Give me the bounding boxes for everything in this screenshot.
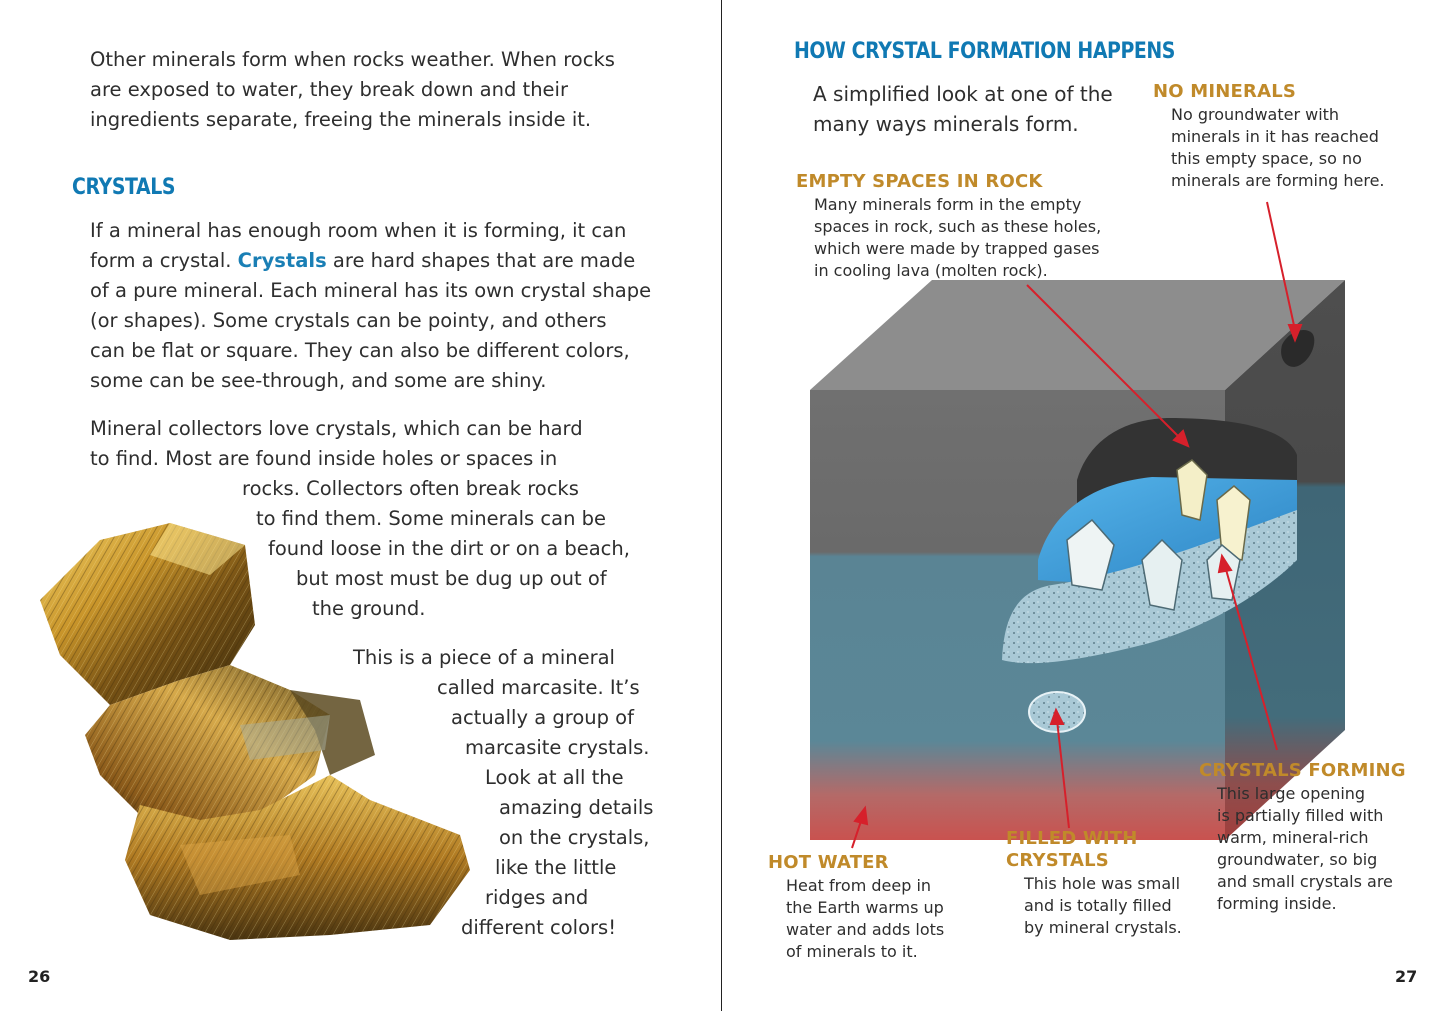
photo-caption-line-6: amazing details bbox=[499, 796, 654, 819]
callout-line: in cooling lava (molten rock). bbox=[814, 261, 1048, 280]
callout-line: This hole was small bbox=[1024, 874, 1181, 893]
callout-title-no-minerals: NO MINERALS bbox=[1153, 81, 1297, 102]
callout-title-filled-with-crystals bbox=[1006, 828, 1138, 872]
marcasite-photo bbox=[30, 515, 470, 955]
callout-line: Heat from deep in bbox=[786, 876, 932, 895]
callout-body-crystals-forming bbox=[1217, 783, 1393, 915]
paragraph-weathering-line-1: Other minerals form when rocks weather. When rocks bbox=[90, 48, 615, 71]
paragraph-collectors-line-3: rocks. Collectors often break rocks bbox=[242, 477, 579, 500]
callout-body-no-minerals bbox=[1171, 104, 1385, 192]
callout-title-empty-spaces: EMPTY SPACES IN ROCK bbox=[796, 171, 1043, 192]
callout-line: and is totally filled bbox=[1024, 896, 1172, 915]
section-heading-crystals: CRYSTALS bbox=[72, 175, 176, 200]
glossary-term-crystals: Crystals bbox=[237, 249, 327, 272]
photo-caption-line-3: actually a group of bbox=[451, 706, 634, 729]
photo-caption-line-7: on the crystals, bbox=[499, 826, 650, 849]
callout-line: groundwater, so big bbox=[1217, 850, 1378, 869]
paragraph-collectors-line-5: found loose in the dirt or on a beach, bbox=[268, 537, 630, 560]
text-segment: are hard shapes that are made bbox=[326, 249, 636, 272]
callout-line: and small crystals are bbox=[1217, 872, 1393, 891]
paragraph-weathering-line-3: ingredients separate, freeing the minerals inside it. bbox=[90, 108, 592, 131]
photo-caption-line-10: different colors! bbox=[461, 916, 617, 939]
callout-body-filled-with-crystals bbox=[1024, 873, 1182, 939]
callout-line: spaces in rock, such as these holes, bbox=[814, 217, 1102, 236]
callout-line: by mineral crystals. bbox=[1024, 918, 1182, 937]
page-number-left: 26 bbox=[28, 967, 51, 986]
callout-line: This large opening bbox=[1217, 784, 1366, 803]
photo-caption-line-9: ridges and bbox=[485, 886, 589, 909]
left-page bbox=[0, 0, 721, 1011]
callout-line: minerals are forming here. bbox=[1171, 171, 1385, 190]
text-segment: form a crystal. bbox=[90, 249, 238, 272]
paragraph-collectors-line-4: to find them. Some minerals can be bbox=[256, 507, 607, 530]
callout-line: this empty space, so no bbox=[1171, 149, 1362, 168]
callout-line: warm, mineral-rich bbox=[1217, 828, 1369, 847]
callout-line: forming inside. bbox=[1217, 894, 1337, 913]
callout-line: which were made by trapped gases bbox=[814, 239, 1100, 258]
paragraph-collectors-line-7: the ground. bbox=[312, 597, 426, 620]
photo-caption-line-4: marcasite crystals. bbox=[465, 736, 650, 759]
paragraph-collectors-line-2: to find. Most are found inside holes or spaces in bbox=[90, 447, 558, 470]
diagram-intro-line-1: A simplified look at one of the bbox=[813, 82, 1113, 106]
section-heading-crystal-formation: HOW CRYSTAL FORMATION HAPPENS bbox=[794, 39, 1176, 64]
callout-line: is partially filled with bbox=[1217, 806, 1384, 825]
page-number-right: 27 bbox=[1395, 967, 1418, 986]
photo-caption-line-1: This is a piece of a mineral bbox=[353, 646, 615, 669]
paragraph-crystals-line-1: If a mineral has enough room when it is forming, it can bbox=[90, 219, 627, 242]
right-page bbox=[722, 0, 1445, 1011]
photo-caption-line-5: Look at all the bbox=[485, 766, 624, 789]
paragraph-collectors-line-1: Mineral collectors love crystals, which can be hard bbox=[90, 417, 583, 440]
callout-title-hot-water: HOT WATER bbox=[768, 852, 889, 873]
callout-line: No groundwater with bbox=[1171, 105, 1340, 124]
photo-caption-line-8: like the little bbox=[495, 856, 617, 879]
callout-line: the Earth warms up bbox=[786, 898, 944, 917]
paragraph-crystals-line-5: can be flat or square. They can also be different colors, bbox=[90, 339, 630, 362]
callout-body-empty-spaces bbox=[814, 194, 1101, 282]
paragraph-crystals-line-6: some can be see-through, and some are shiny. bbox=[90, 369, 547, 392]
callout-title-line: FILLED WITH bbox=[1006, 828, 1138, 849]
callout-line: Many minerals form in the empty bbox=[814, 195, 1082, 214]
paragraph-collectors-line-6: but most must be dug up out of bbox=[296, 567, 607, 590]
paragraph-weathering-line-2: are exposed to water, they break down and their bbox=[90, 78, 568, 101]
callout-title-crystals-forming: CRYSTALS FORMING bbox=[1199, 760, 1406, 781]
callout-body-hot-water bbox=[786, 875, 944, 963]
photo-caption-line-2: called marcasite. It’s bbox=[437, 676, 640, 699]
paragraph-crystals-line-3: of a pure mineral. Each mineral has its own crystal shape bbox=[90, 279, 652, 302]
callout-line: minerals in it has reached bbox=[1171, 127, 1379, 146]
diagram-intro-line-2: many ways minerals form. bbox=[813, 112, 1079, 136]
paragraph-crystals-line-4: (or shapes). Some crystals can be pointy, and others bbox=[90, 309, 607, 332]
callout-line: water and adds lots bbox=[786, 920, 945, 939]
paragraph-crystals-line-2 bbox=[90, 246, 635, 276]
callout-line: of minerals to it. bbox=[786, 942, 918, 961]
callout-title-line: CRYSTALS bbox=[1006, 850, 1109, 871]
